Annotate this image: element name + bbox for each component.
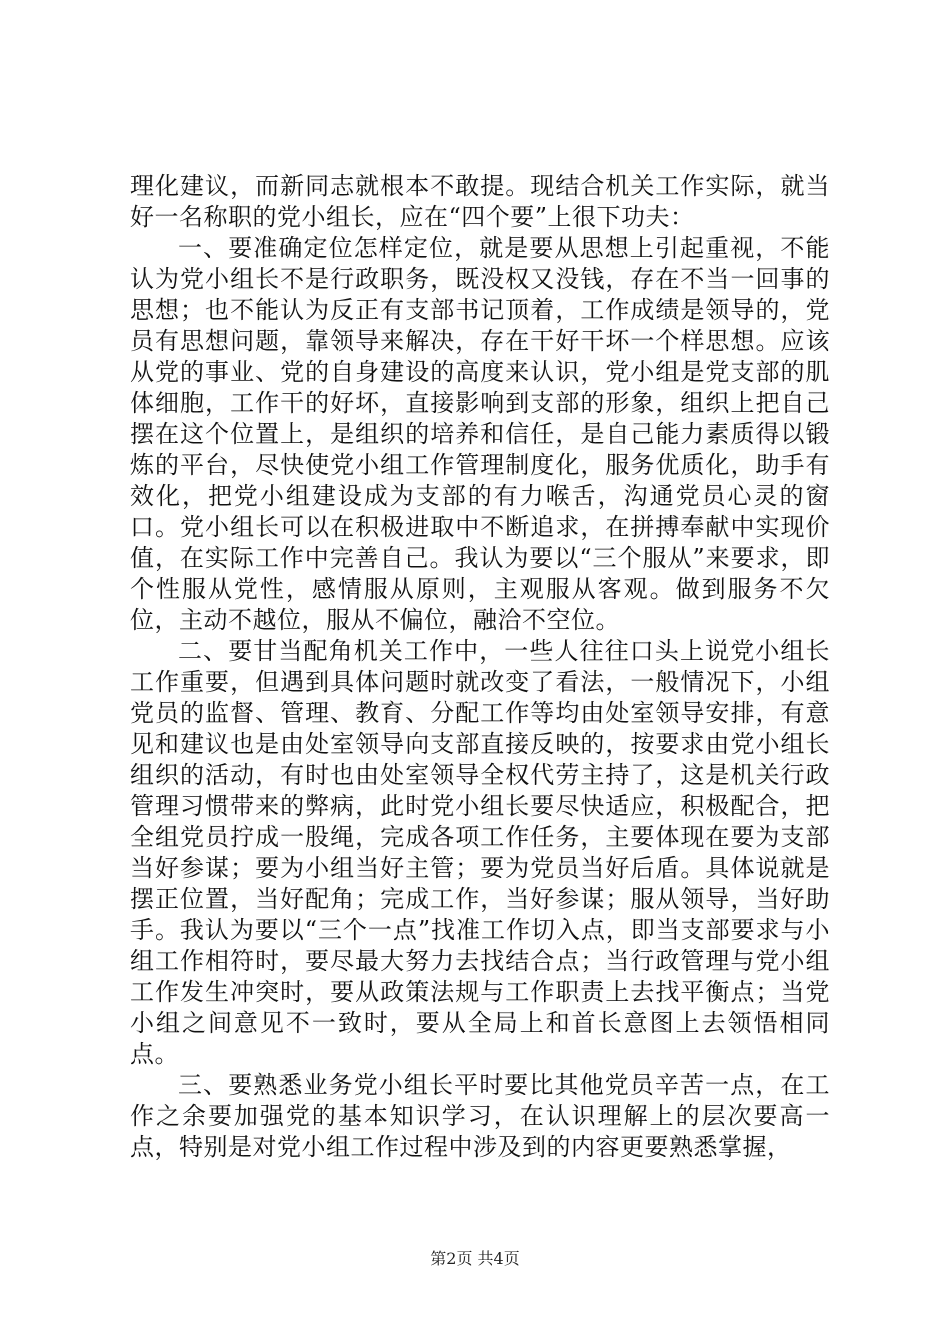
page-number-footer: 第2页 共4页 (430, 1249, 520, 1268)
paragraph-section-1: 一、要准确定位怎样定位，就是要从思想上引起重视，不能认为党小组长不是行政职务，既没权又没钱，存在不当一回事的思想；也不能认为反正有支部书记顶着，工作成绩是领导的，党员有思想问题，靠领导来解决，存在干好干坏一个样思想。应该从党的事业、党的自身建设的高度来认识，党小组是党支部的肌体细胞，工作干的好坏，直接影响到支部的形象，组织上把自己摆在这个位置上，是组织的培养和信任，是自己能力素质得以锻炼的平台，尽快使党小组工作管理制度化，服务优质化，助手有效化，把党小组建设成为支部的有力喉舌，沟通党员心灵的窗口。党小组长可以在积极进取中不断追求，在拼搏奉献中实现价值，在实际工作中完善自己。我认为要以“三个服从”来要求，即个性服从党性，感情服从原则，主观服从客观。做到服务不欠位，主动不越位，服从不偏位，融洽不空位。 (130, 234, 830, 634)
document-body (130, 171, 830, 1163)
paragraph-continuation: 理化建议，而新同志就根本不敢提。现结合机关工作实际，就当好一名称职的党小组长，应在“四个要”上很下功夫： (130, 172, 830, 231)
paragraph-section-3: 三、要熟悉业务党小组长平时要比其他党员辛苦一点，在工作之余要加强党的基本知识学习，在认识理解上的层次要高一点，特别是对党小组工作过程中涉及到的内容更要熟悉掌握， (130, 1071, 830, 1161)
paragraph-section-2: 二、要甘当配角机关工作中，一些人往往口头上说党小组长工作重要，但遇到具体问题时就改变了看法，一般情况下，小组党员的监督、管理、教育、分配工作等均由处室领导安排，有意见和建议也是由处室领导向支部直接反映的，按要求由党小组长组织的活动，有时也由处室领导全权代劳主持了，这是机关行政管理习惯带来的弊病，此时党小组长要尽快适应，积极配合，把全组党员拧成一股绳，完成各项工作任务，主要体现在要为支部当好参谋；要为小组当好主管；要为党员当好后盾。具体说就是摆正位置，当好配角；完成工作，当好参谋；服从领导，当好助手。我认为要以“三个一点”找准工作切入点，即当支部要求与小组工作相符时，要尽最大努力去找结合点；当行政管理与党小组工作发生冲突时，要从政策法规与工作职责上去找平衡点；当党小组之间意见不一致时，要从全局上和首长意图上去领悟相同点。 (130, 637, 830, 1068)
